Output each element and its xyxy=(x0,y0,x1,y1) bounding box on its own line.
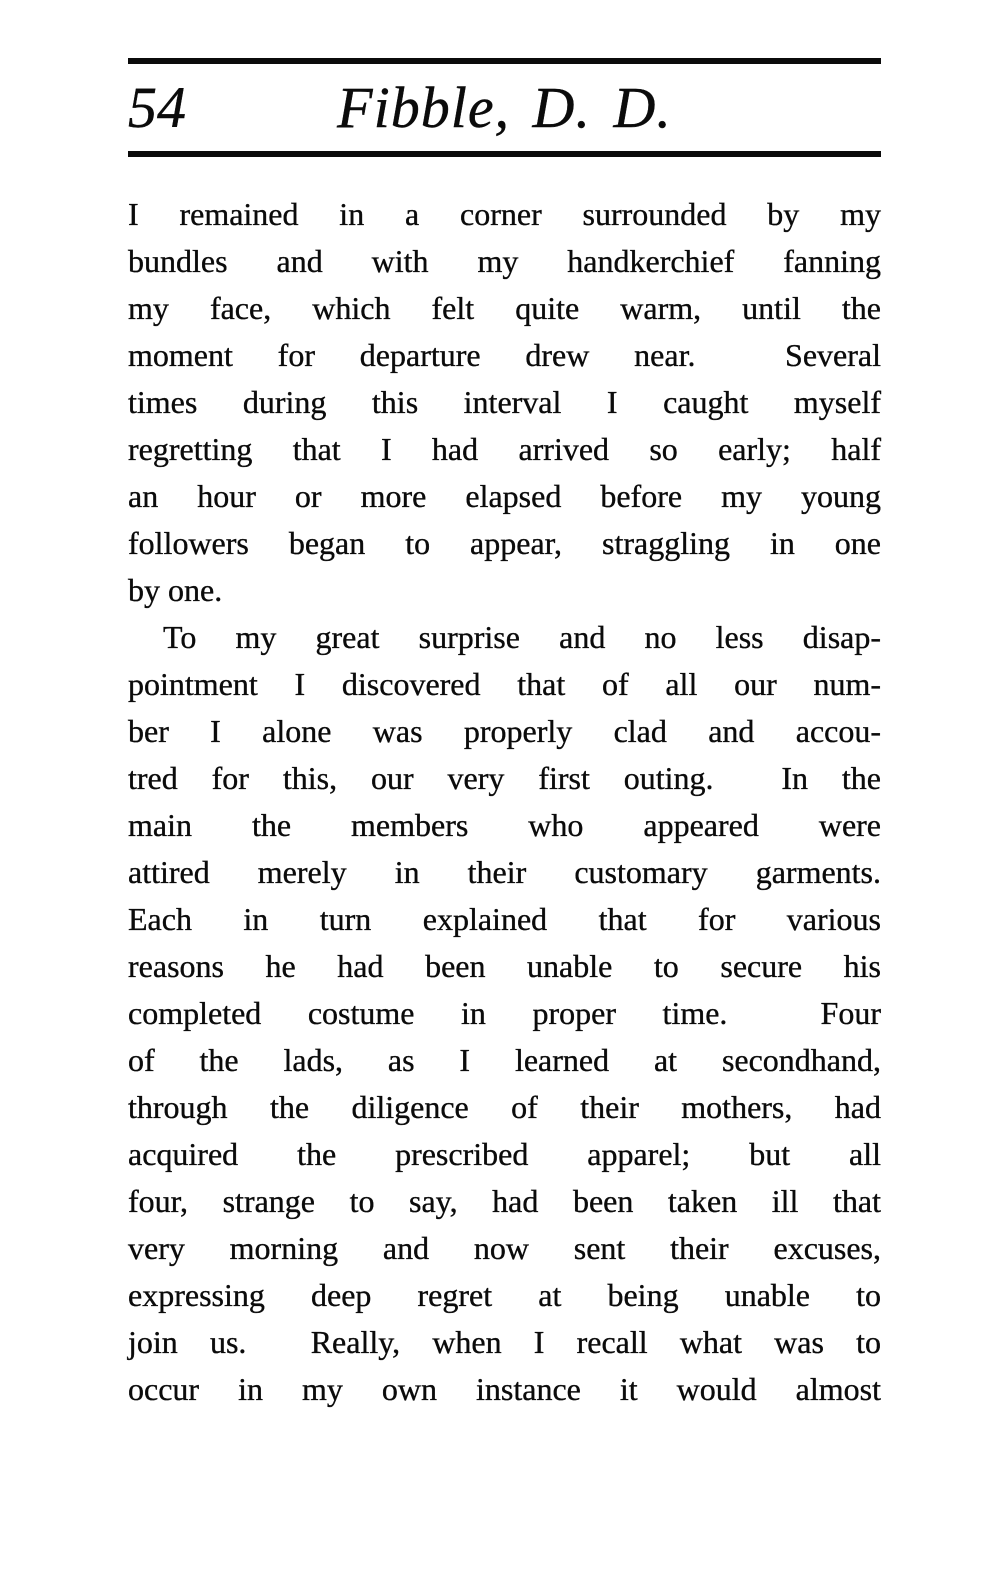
text-line: I remained in a corner surrounded by my xyxy=(128,196,881,232)
text-line: attired merely in their customary garments. xyxy=(128,854,881,890)
text-line: reasons he had been unable to secure his xyxy=(128,948,881,984)
paragraph-2 xyxy=(128,614,881,1413)
text-line: pointment I discovered that of all our num- xyxy=(128,666,881,702)
text-line: followers began to appear, straggling in one xyxy=(128,525,881,561)
text-line: ber I alone was properly clad and accou- xyxy=(128,713,881,749)
page-number: 54 xyxy=(128,74,186,140)
text-line: regretting that I had arrived so early; half xyxy=(128,431,881,467)
text-line: through the diligence of their mothers, had xyxy=(128,1089,881,1125)
book-page xyxy=(128,0,881,1413)
text-line: occur in my own instance it would almost xyxy=(128,1371,881,1407)
text-line: acquired the prescribed apparel; but all xyxy=(128,1136,881,1172)
text-line: of the lads, as I learned at secondhand, xyxy=(128,1042,881,1078)
text-line: join us. Really, when I recall what was to xyxy=(128,1324,881,1360)
text-line: To my great surprise and no less disap- xyxy=(163,619,881,655)
text-line: bundles and with my handkerchief fanning xyxy=(128,243,881,279)
page-header xyxy=(128,58,881,157)
text-line: main the members who appeared were xyxy=(128,807,881,843)
header-row xyxy=(128,64,881,151)
body-text xyxy=(128,191,881,1413)
text-line: by one. xyxy=(128,572,223,608)
text-line: expressing deep regret at being unable to xyxy=(128,1277,881,1313)
text-line: my face, which felt quite warm, until the xyxy=(128,290,881,326)
text-line: Each in turn explained that for various xyxy=(128,901,881,937)
text-line: very morning and now sent their excuses, xyxy=(128,1230,881,1266)
running-title: Fibble, D. D. xyxy=(337,74,672,140)
header-rule-bottom xyxy=(128,151,881,157)
text-line: an hour or more elapsed before my young xyxy=(128,478,881,514)
paragraph-1 xyxy=(128,191,881,614)
text-line: four, strange to say, had been taken ill that xyxy=(128,1183,881,1219)
text-line: completed costume in proper time. Four xyxy=(128,995,881,1031)
text-line: moment for departure drew near. Several xyxy=(128,337,881,373)
text-line: times during this interval I caught myself xyxy=(128,384,881,420)
text-line: tred for this, our very first outing. In the xyxy=(128,760,881,796)
